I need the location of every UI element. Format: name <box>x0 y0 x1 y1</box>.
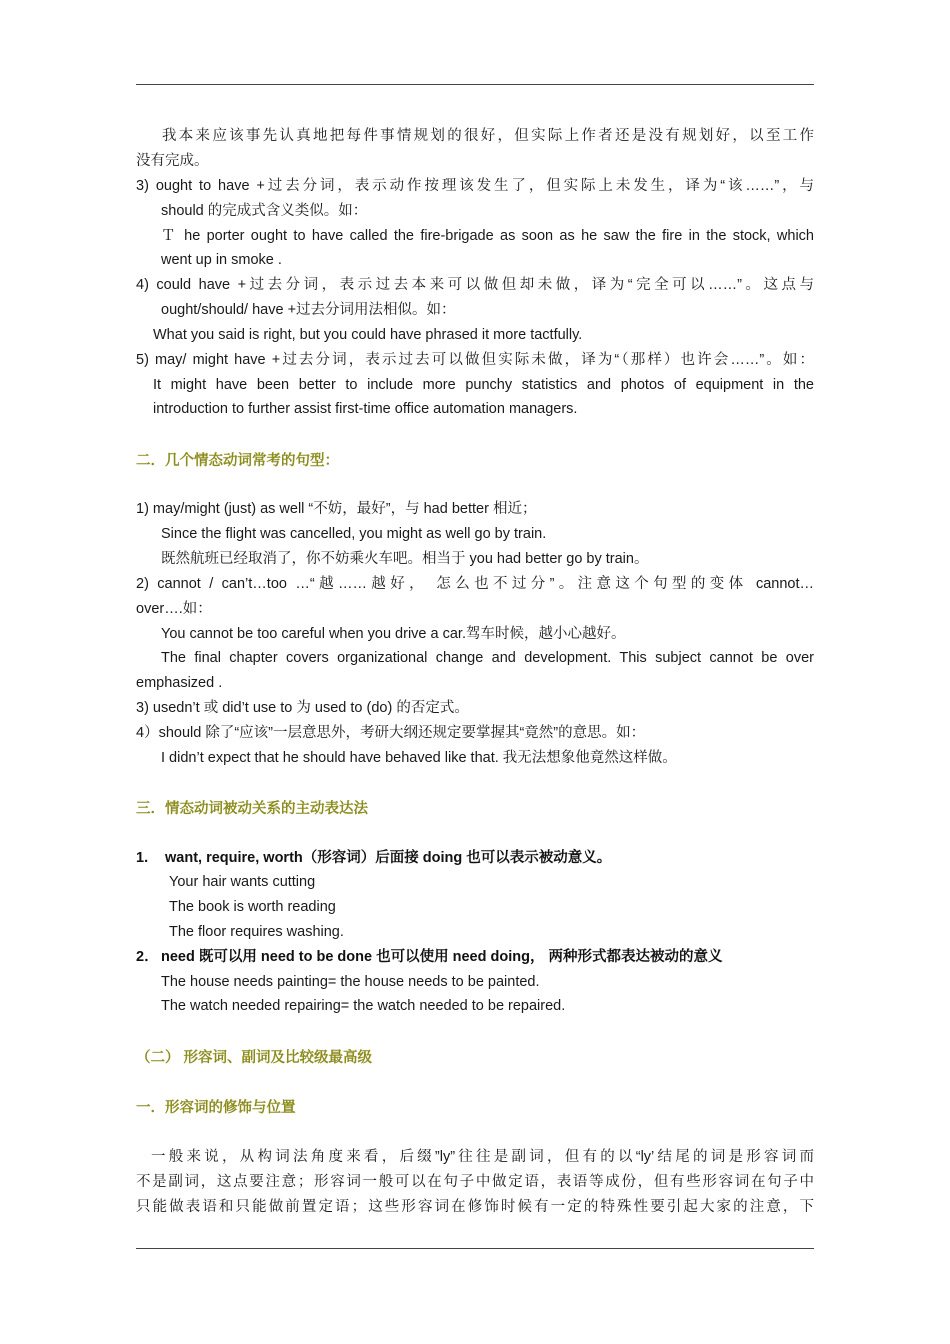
list-item: 3) ought to have +过去分词，表示动作按理该发生了，但实际上未发生，译为“该……”，与 <box>136 178 814 194</box>
example-sentence: The watch needed repairing= the watch needed to be repaired. <box>161 998 566 1014</box>
list-item: 4）should 除了“应该”一层意思外，考研大纲还规定要掌握其“竟然”的意思。如： <box>136 725 646 741</box>
list-item: 3) usedn’t 或 did’t use to 为 used to (do) 的否定式。 <box>136 700 469 716</box>
example-sentence: I didn’t expect that he should have behaved like that. 我无法想象他竟然这样做。 <box>161 750 677 766</box>
list-item: want, require, worth（形容词）后面接 doing 也可以表示被动意义。 <box>165 850 612 866</box>
paragraph-line: 不是副词，这点要注意；形容词一般可以在句子中做定语，表语等成份，但有些形容词在句子中 <box>136 1174 814 1190</box>
example-sentence: introduction to further assist first-time office automation managers. <box>153 401 578 417</box>
example-sentence: The house needs painting= the house needs to be painted. <box>161 974 540 990</box>
example-sentence: The final chapter covers organizational change and development. This subject cannot be over <box>161 650 814 666</box>
section-heading: 二．几个情态动词常考的句型： <box>136 453 339 469</box>
list-item: 4) could have +过去分词，表示过去本来可以做但却未做，译为“完全可以……”。这点与 <box>136 277 814 293</box>
paragraph-line: 只能做表语和只能做前置定语；这些形容词在修饰时候有一定的特殊性要引起大家的注意，下 <box>136 1199 814 1215</box>
list-number: 1. <box>136 850 149 866</box>
footer-rule <box>136 1248 814 1249</box>
section-heading: 一．形容词的修饰与位置 <box>136 1100 296 1116</box>
intro-line: 我本来应该事先认真地把每件事情规划的很好，但实际上作者还是没有规划好，以至工作 <box>162 128 814 144</box>
example-sentence: It might have been better to include more punchy statistics and photos of equipment in the <box>153 377 814 393</box>
list-item: ought/should/ have +过去分词用法相似。如： <box>161 302 456 318</box>
example-sentence: Ｔ he porter ought to have called the fire-brigade as soon as he saw the fire in the stock, which <box>161 228 814 244</box>
list-item: need 既可以用 need to be done 也可以使用 need doing， 两种形式都表达被动的意义 <box>161 949 723 965</box>
example-sentence: emphasized . <box>136 675 223 691</box>
list-number: 2． <box>136 949 159 965</box>
section-heading: 三．情态动词被动关系的主动表达法 <box>136 801 368 817</box>
intro-line: 没有完成。 <box>136 153 209 169</box>
example-sentence: went up in smoke . <box>161 252 282 268</box>
example-sentence: The floor requires washing. <box>169 924 344 940</box>
example-sentence: The book is worth reading <box>169 899 336 915</box>
example-sentence: What you said is right, but you could have phrased it more tactfully. <box>153 327 583 343</box>
paragraph-line: 一般来说，从构词法角度来看，后缀”ly”往往是副词，但有的以“ly’结尾的词是形容词而 <box>151 1149 814 1165</box>
list-item: over….如： <box>136 601 212 617</box>
example-sentence: Your hair wants cutting <box>169 874 316 890</box>
list-item: 5) may/ might have +过去分词，表示过去可以做但实际未做，译为“（那样）也许会……”。如： <box>136 352 814 368</box>
header-rule <box>136 84 814 85</box>
example-sentence: You cannot be too careful when you drive a car.驾车时候，越小心越好。 <box>161 626 626 642</box>
list-item: 2) cannot / can’t…too …“越……越好， 怎么也不过分”。注意这个句型的变体 cannot… <box>136 576 814 592</box>
example-sentence: Since the flight was cancelled, you might as well go by train. <box>161 526 547 542</box>
list-item: 1) may/might (just) as well “不妨，最好”，与 had better 相近； <box>136 501 537 517</box>
example-sentence: 既然航班已经取消了，你不妨乘火车吧。相当于 you had better go by train。 <box>161 551 649 567</box>
chapter-heading: （二） 形容词、副词及比较级最高级 <box>136 1050 373 1066</box>
list-item: should 的完成式含义类似。如： <box>161 203 368 219</box>
